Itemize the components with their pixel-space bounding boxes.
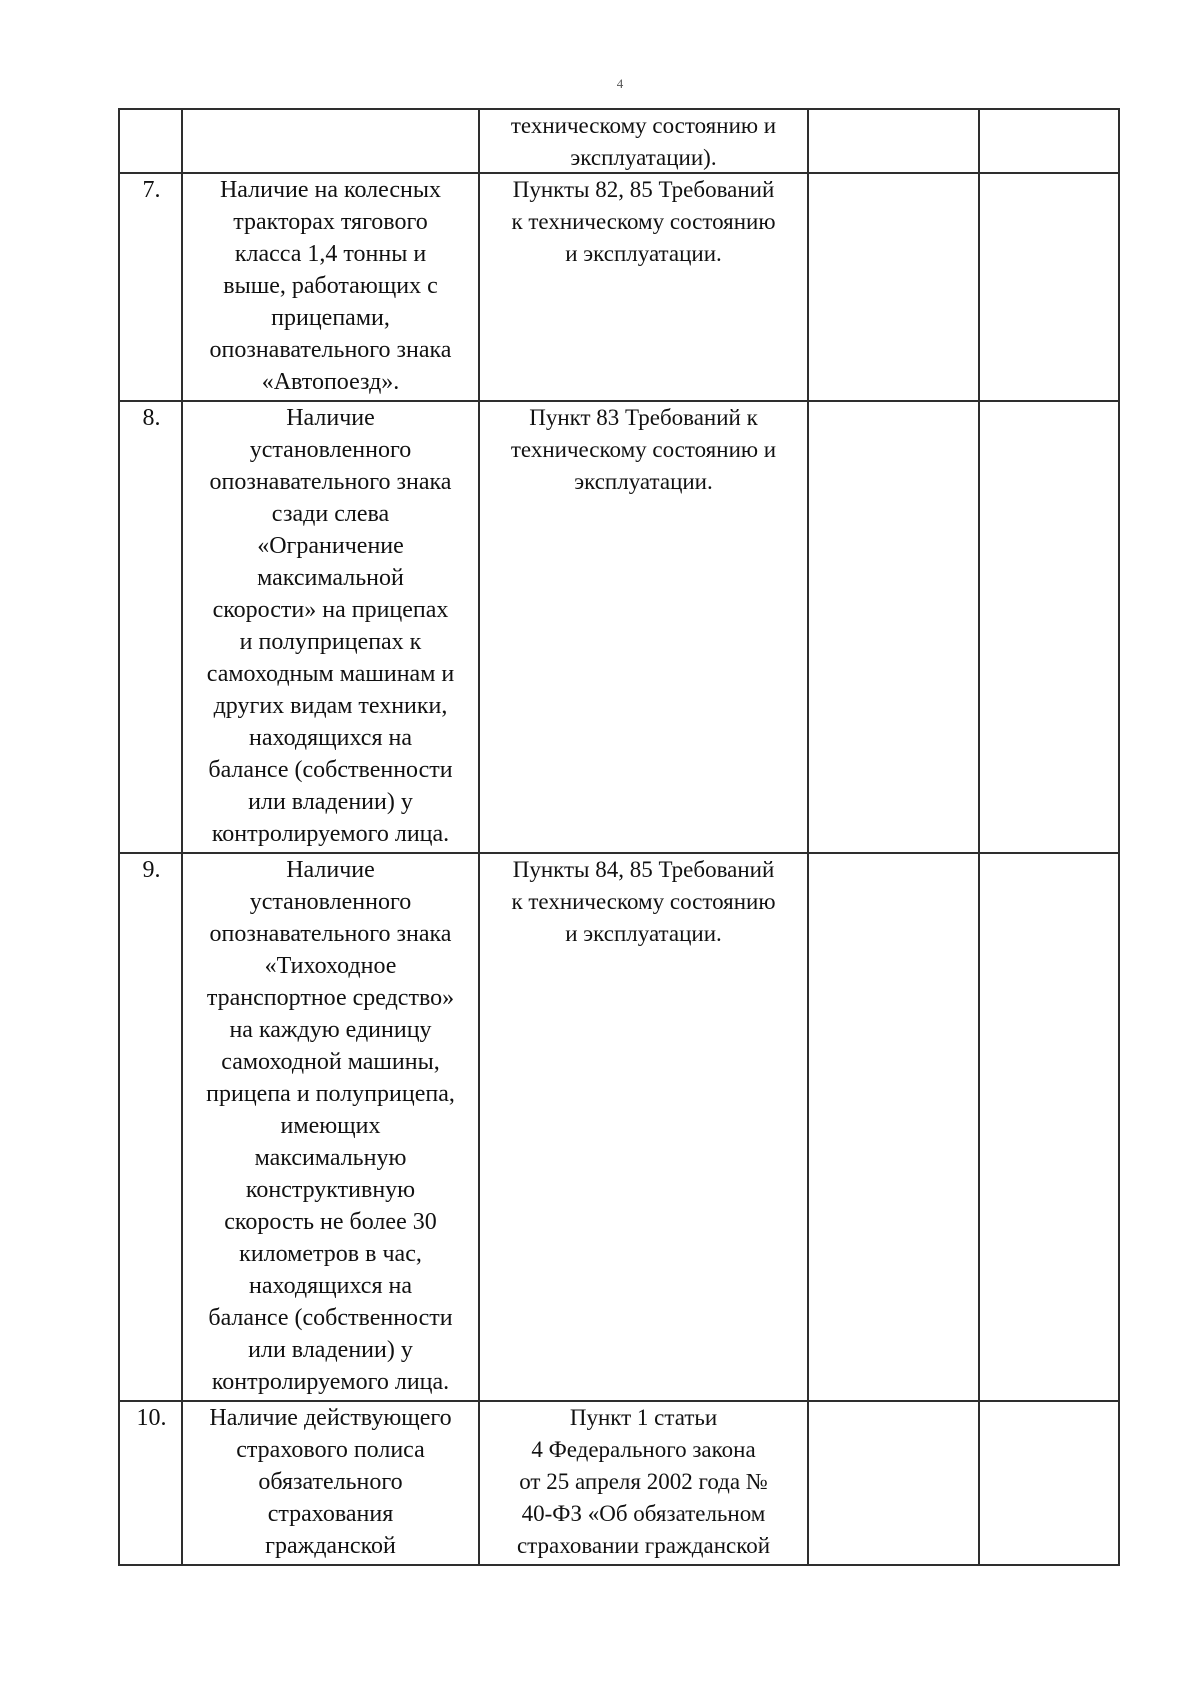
legal-basis-cell: Пункт 1 статьи 4 Федерального закона от 25 апреля 2002 года № 40-ФЗ «Об обязательном страховании гражданской bbox=[478, 1400, 807, 1566]
column-5-cell bbox=[978, 400, 1120, 852]
row-number-cell: 9. bbox=[118, 852, 181, 1400]
requirements-table bbox=[0, 108, 1200, 1566]
column-4-cell bbox=[807, 852, 978, 1400]
requirement-cell: Наличие установленного опознавательного знака сзади слева «Ограничение максимальной скорости» на прицепах и полуприцепах к самоходным машинам и других видам техники, находящихся на балансе (собственности или владении) у контролируемого лица. bbox=[181, 400, 478, 852]
row-number-cell: 8. bbox=[118, 400, 181, 852]
column-5-cell bbox=[978, 172, 1120, 400]
table-row bbox=[0, 400, 1200, 852]
column-4-cell bbox=[807, 400, 978, 852]
column-4-cell bbox=[807, 1400, 978, 1566]
column-4-cell bbox=[807, 108, 978, 172]
table-row bbox=[0, 172, 1200, 400]
column-5-cell bbox=[978, 108, 1120, 172]
requirement-cell bbox=[181, 108, 478, 172]
row-number-cell: 7. bbox=[118, 172, 181, 400]
column-4-cell bbox=[807, 172, 978, 400]
table-row bbox=[0, 852, 1200, 1400]
table-row bbox=[0, 108, 1200, 172]
requirement-cell: Наличие на колесных тракторах тягового класса 1,4 тонны и выше, работающих с прицепами, опознавательного знака «Автопоезд». bbox=[181, 172, 478, 400]
column-5-cell bbox=[978, 1400, 1120, 1566]
legal-basis-cell: техническому состоянию и эксплуатации). bbox=[478, 108, 807, 172]
row-number-cell bbox=[118, 108, 181, 172]
legal-basis-cell: Пункты 82, 85 Требований к техническому состоянию и эксплуатации. bbox=[478, 172, 807, 400]
requirement-cell: Наличие действующего страхового полиса обязательного страхования гражданской bbox=[181, 1400, 478, 1566]
requirement-cell: Наличие установленного опознавательного знака «Тихоходное транспортное средство» на каждую единицу самоходной машины, прицепа и полуприцепа, имеющих максимальную конструктивную скорость не более 30 километров в час, находящихся на балансе (собственности или владении) у контролируемого лица. bbox=[181, 852, 478, 1400]
column-5-cell bbox=[978, 852, 1120, 1400]
legal-basis-cell: Пункты 84, 85 Требований к техническому состоянию и эксплуатации. bbox=[478, 852, 807, 1400]
row-number-cell: 10. bbox=[118, 1400, 181, 1566]
legal-basis-cell: Пункт 83 Требований к техническому состоянию и эксплуатации. bbox=[478, 400, 807, 852]
table-row bbox=[0, 1400, 1200, 1566]
page-number: 4 bbox=[616, 76, 624, 91]
